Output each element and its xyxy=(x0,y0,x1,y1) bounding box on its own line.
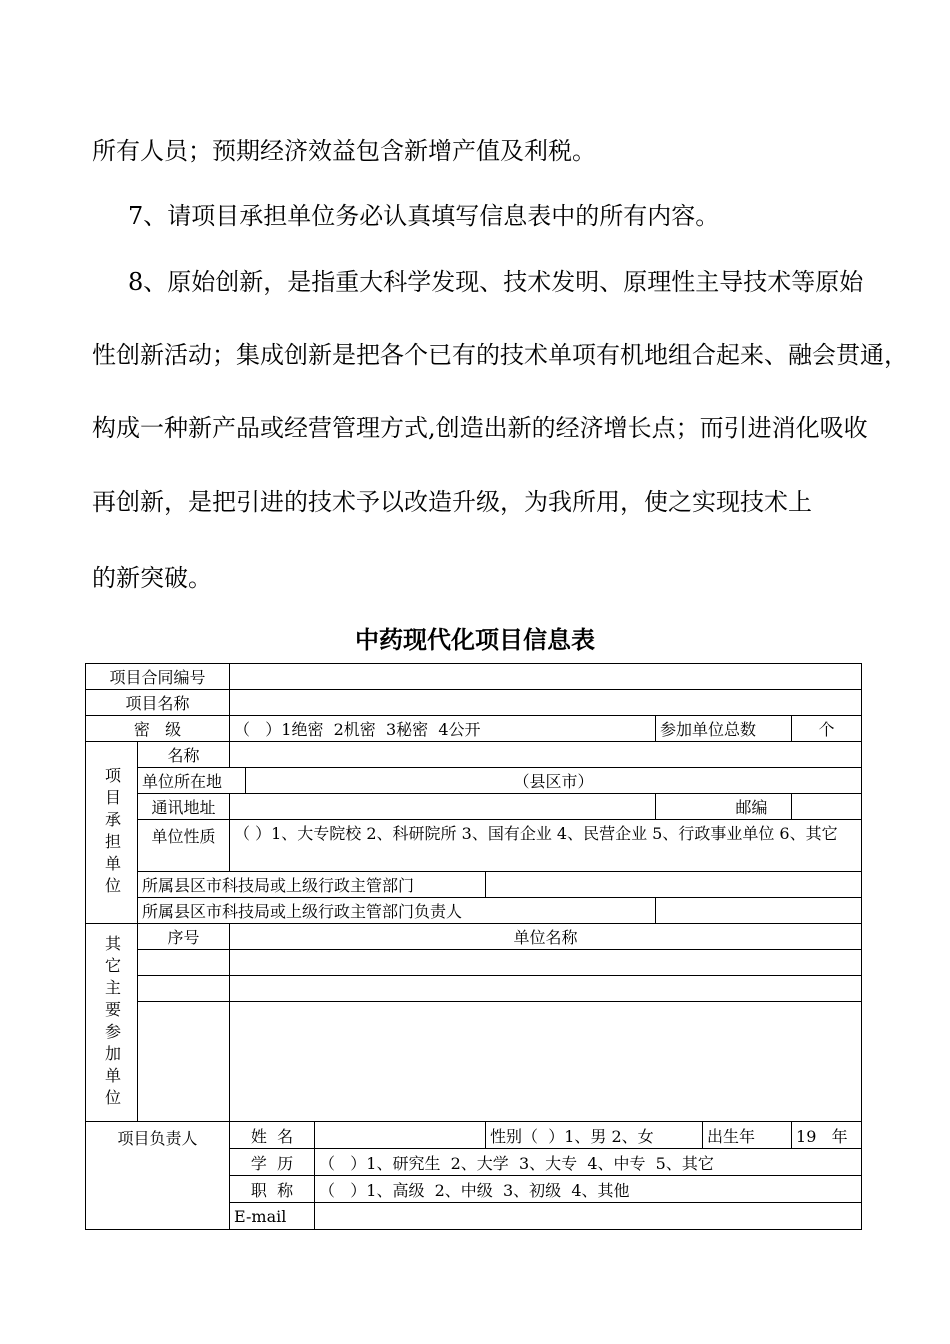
unit-location-suffix: （县区市） xyxy=(513,772,594,791)
unit-name-header: 单位名称 xyxy=(230,924,862,950)
contract-no-field[interactable] xyxy=(230,664,862,690)
dept-label: 所属县区市科技局或上级行政主管部门 xyxy=(138,872,486,898)
row-unit-location xyxy=(86,768,862,794)
row-secret-level xyxy=(86,716,862,742)
postcode-label: 邮编 xyxy=(656,794,792,820)
row-address xyxy=(86,794,862,820)
unit-nature-label: 单位性质 xyxy=(138,820,230,872)
paragraph-line: 所有人员；预期经济效益包含新增产值及利税。 xyxy=(92,137,596,165)
row-project-name xyxy=(86,690,862,716)
unit-name-cell[interactable] xyxy=(230,976,862,1002)
postcode-field[interactable] xyxy=(792,794,862,820)
paragraph-item-8-line-3: 构成一种新产品或经营管理方式,创造出新的经济增长点；而引进消化吸收 xyxy=(92,414,868,442)
education-label: 学 历 xyxy=(230,1149,315,1175)
undertaker-group-text: 项目承担单位 xyxy=(102,766,122,899)
birth-field[interactable]: 19 年 xyxy=(796,1126,848,1146)
row-undertaker-name xyxy=(86,742,862,768)
seq-cell[interactable] xyxy=(138,976,230,1002)
address-field[interactable] xyxy=(230,794,656,820)
form-title: 中药现代化项目信息表 xyxy=(355,626,595,654)
unit-name-cell[interactable] xyxy=(230,1002,862,1122)
project-name-field[interactable] xyxy=(230,690,862,716)
birth-label: 出生年 xyxy=(703,1122,792,1148)
paragraph-item-8-line-1: 8、原始创新，是指重大科学发现、技术发明、原理性主导技术等原始 xyxy=(128,268,864,296)
paragraph-item-8-line-5: 的新突破。 xyxy=(92,564,212,592)
job-title-label: 职 称 xyxy=(230,1176,315,1202)
unit-name-cell[interactable] xyxy=(230,950,862,976)
dept-head-field[interactable] xyxy=(656,898,862,924)
row-unit-nature xyxy=(86,820,862,872)
table-row xyxy=(86,1002,862,1122)
contract-no-label: 项目合同编号 xyxy=(86,664,230,690)
job-title-cell xyxy=(230,1176,862,1203)
leader-name-label: 姓 名 xyxy=(230,1122,315,1148)
row-contract-no xyxy=(86,664,862,690)
paragraph-item-8-line-4: 再创新，是把引进的技术予以改造升级，为我所用，使之实现技术上 xyxy=(92,488,812,516)
dept-field[interactable] xyxy=(486,872,862,898)
secret-level-label: 密 级 xyxy=(86,716,230,742)
table-row xyxy=(86,950,862,976)
dept-head-label: 所属县区市科技局或上级行政主管部门负责人 xyxy=(138,898,656,924)
other-units-group-label xyxy=(86,924,138,1122)
paragraph-item-8-line-2: 性创新活动；集成创新是把各个已有的技术单项有机地组合起来、融会贯通， xyxy=(92,341,908,369)
table-row xyxy=(86,976,862,1002)
leader-meta-cell xyxy=(486,1122,862,1149)
leader-label: 项目负责人 xyxy=(86,1122,230,1230)
unit-name-field[interactable] xyxy=(230,742,862,768)
leader-name-cell xyxy=(230,1122,486,1149)
seq-cell[interactable] xyxy=(138,1002,230,1122)
unit-nature-options[interactable]: （ ）1、大专院校 2、科研院所 3、国有企业 4、民营企业 5、行政事业单位 6、其它 xyxy=(230,820,862,872)
address-label: 通讯地址 xyxy=(138,794,230,820)
project-name-label: 项目名称 xyxy=(86,690,230,716)
participants-unit: 个 xyxy=(818,720,835,739)
other-units-group-text: 其它主要参加单位 xyxy=(102,934,122,1111)
secret-level-options[interactable]: （ ）1绝密 2机密 3秘密 4公开 xyxy=(230,716,656,742)
education-options[interactable]: （ ）1、研究生 2、大学 3、大专 4、中专 5、其它 xyxy=(319,1153,714,1173)
leader-name-field[interactable] xyxy=(315,1122,485,1148)
row-leader-name xyxy=(86,1122,862,1149)
participants-total-label: 参加单位总数 xyxy=(656,716,792,742)
email-label: E-mail xyxy=(230,1203,315,1229)
seq-cell[interactable] xyxy=(138,950,230,976)
education-cell xyxy=(230,1149,862,1176)
row-dept xyxy=(86,872,862,898)
undertaker-group-label xyxy=(86,742,138,924)
unit-name-label: 名称 xyxy=(138,742,230,768)
unit-location-label: 单位所在地 xyxy=(138,768,246,794)
participants-total-field[interactable] xyxy=(792,716,862,742)
seq-header: 序号 xyxy=(138,924,230,950)
email-field[interactable] xyxy=(315,1203,861,1229)
job-title-options[interactable]: （ ）1、高级 2、中级 3、初级 4、其他 xyxy=(319,1180,630,1200)
row-other-units-header xyxy=(86,924,862,950)
unit-location-field[interactable] xyxy=(246,768,862,794)
email-cell xyxy=(230,1203,862,1230)
paragraph-item-7: 7、请项目承担单位务必认真填写信息表中的所有内容。 xyxy=(128,202,720,230)
row-dept-head xyxy=(86,898,862,924)
project-info-table xyxy=(85,663,862,1230)
gender-options[interactable]: 性别（ ）1、男 2、女 xyxy=(486,1122,703,1148)
